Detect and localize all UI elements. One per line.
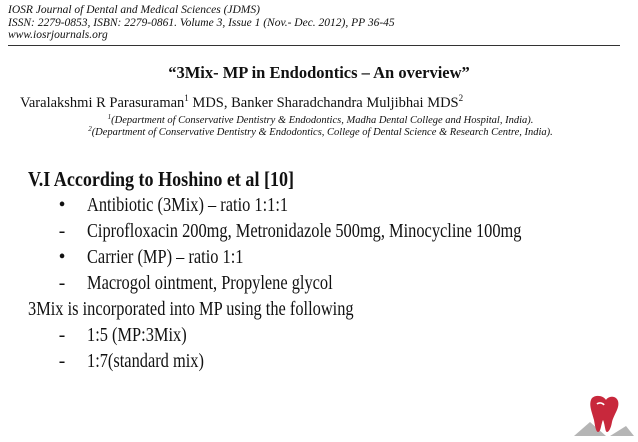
list-item [28,245,608,271]
author-line [20,93,620,112]
journal-name: IOSR Journal of Dental and Medical Sciences (JDMS) [8,4,260,16]
list-item [28,271,608,297]
affiliation-1-superscript: 1 [107,113,112,121]
article-title: “3Mix- MP in Endodontics – An overview” [168,63,470,82]
author-2-superscript: 2 [458,93,464,103]
journal-header [8,4,608,42]
tooth-logo-icon [570,392,636,438]
list-item-text: 1:7(standard mix) [87,351,204,372]
list-item [28,349,608,375]
bullet-marker: • [58,195,66,216]
dash-marker: - [58,273,66,294]
author-1-name: Varalakshmi R Parasuraman [20,95,185,111]
journal-website: www.iosrjournals.org [8,29,108,41]
affiliation-2 [8,125,633,138]
author-1-superscript: 1 [184,93,189,103]
list-item [28,219,608,245]
list-item-text: Carrier (MP) – ratio 1:1 [87,247,244,268]
journal-issn: ISSN: 2279-0853, ISBN: 2279-0861. Volume 3, Issue 1 (Nov.- Dec. 2012), PP 36-45 [8,16,395,29]
logo-gray-shape-right [610,426,634,436]
dash-marker: - [58,325,66,346]
statement-text: 3Mix is incorporated into MP using the following [28,299,354,320]
list-item-text: Antibiotic (3Mix) – ratio 1:1:1 [87,195,289,216]
affiliation-2-superscript: 2 [88,125,92,133]
dash-marker: - [58,351,66,372]
list-item [28,323,608,349]
header-divider [8,45,620,46]
list-item-text: Ciprofloxacin 200mg, Metronidazole 500mg, Minocycline 100mg [87,221,522,242]
list-item-text: Macrogol ointment, Propylene glycol [87,273,333,294]
affiliation-2-text: (Department of Conservative Dentistry & Endodontics, College of Dental Science & Research Centre, India). [91,127,553,138]
bullet-marker: • [58,247,66,268]
dash-marker: - [58,221,66,242]
affiliation-1-text: (Department of Conservative Dentistry & Endodontics, Madha Dental College and Hospital, India). [111,115,534,126]
list-item-text: 1:5 (MP:3Mix) [87,325,187,346]
slide-content [28,165,608,375]
list-item [28,193,608,219]
author-degrees: MDS, Banker Sharadchandra Muljibhai MDS [188,95,459,111]
section-heading: V.I According to Hoshino et al [10] [28,167,295,191]
